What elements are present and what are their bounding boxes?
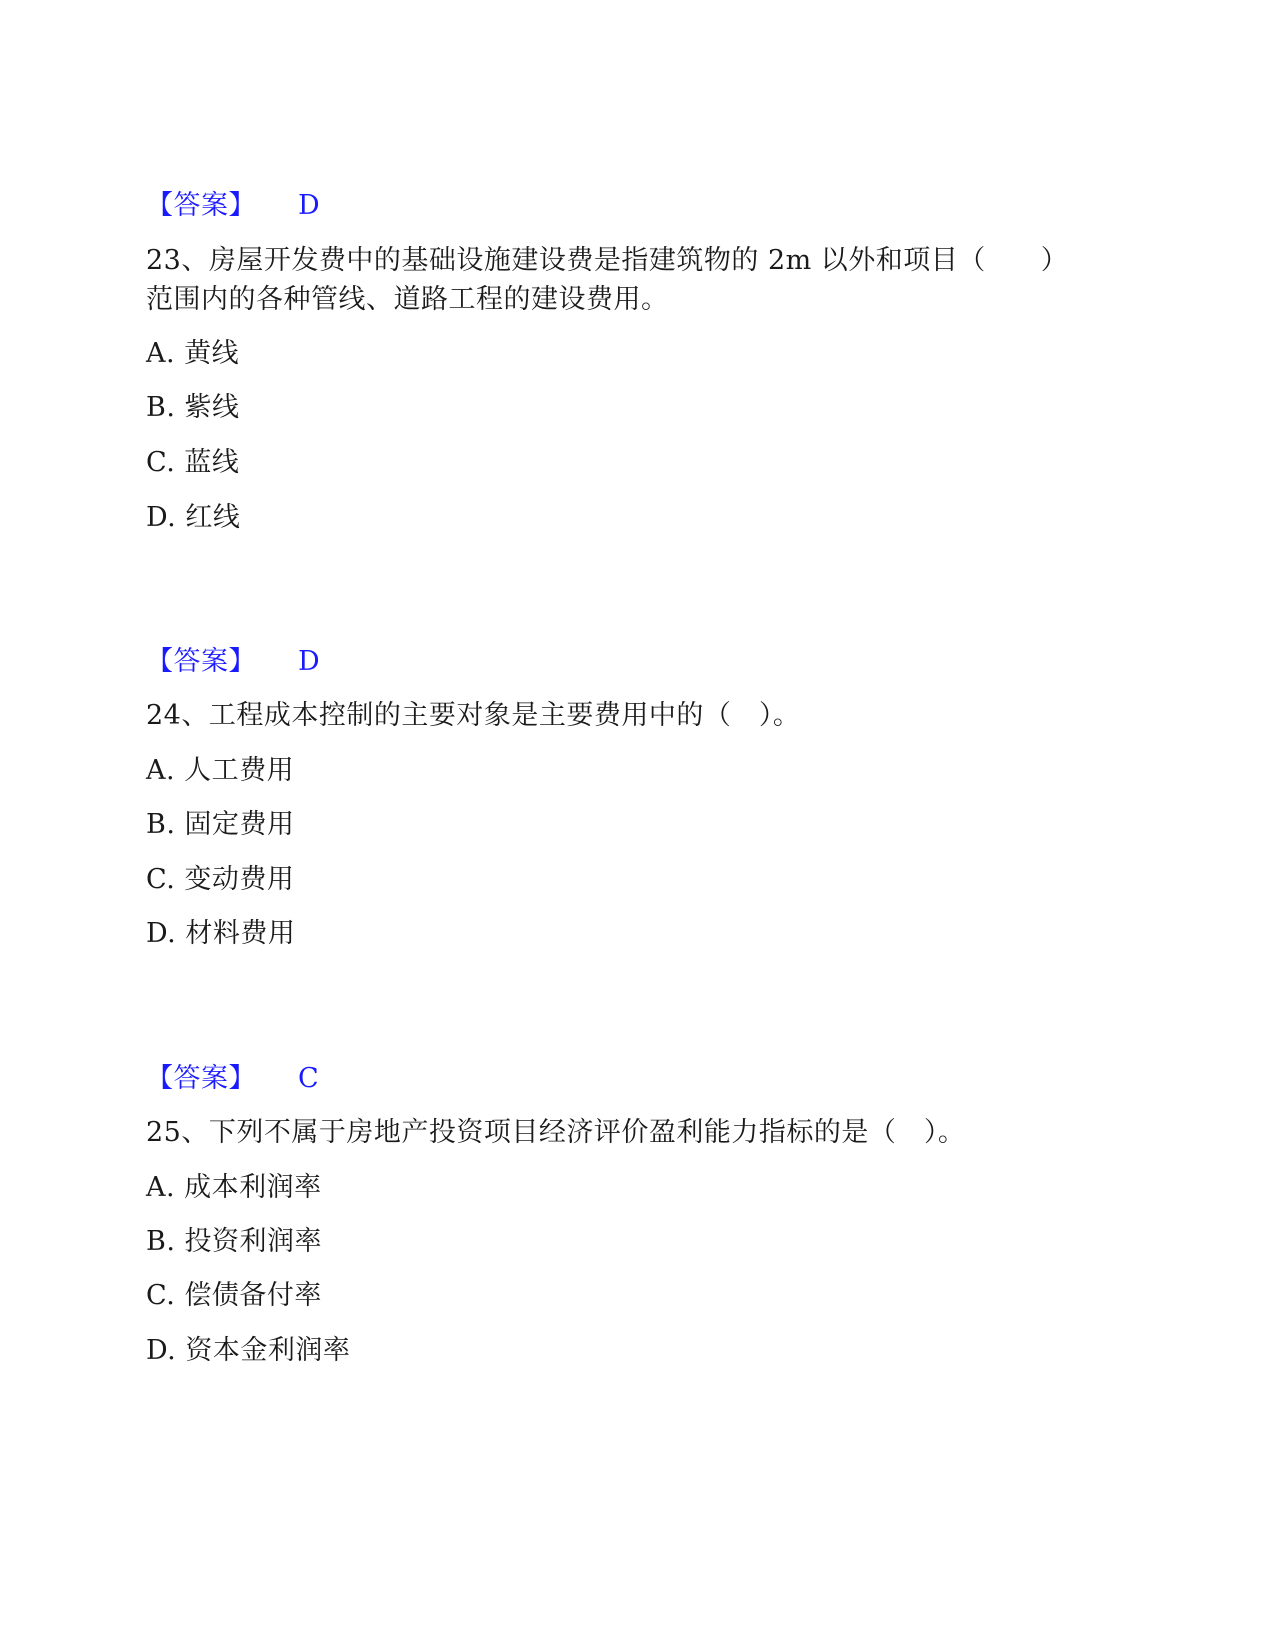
answer-value: D [298, 646, 321, 677]
option-b: B. 固定费用 [146, 809, 295, 840]
answer-value: C [298, 1063, 320, 1094]
question-text: 25、下列不属于房地产投资项目经济评价盈利能力指标的是（ ）。 [146, 1117, 966, 1148]
option-d: D. 资本金利润率 [146, 1335, 351, 1366]
option-d: D. 材料费用 [146, 918, 296, 949]
option-b: B. 紫线 [146, 392, 240, 423]
answer-label: 【答案】 [146, 1063, 256, 1094]
answer-value: D [298, 190, 321, 221]
option-a: A. 人工费用 [146, 755, 295, 786]
option-d: D. 红线 [146, 502, 241, 533]
question-text: 23、房屋开发费中的基础设施建设费是指建筑物的 2m 以外和项目（ ） [146, 245, 1069, 276]
option-c: C. 变动费用 [146, 864, 295, 895]
answer-line [146, 1061, 319, 1097]
answer-line [146, 188, 320, 224]
question-text: 24、工程成本控制的主要对象是主要费用中的（ ）。 [146, 700, 801, 731]
answer-label: 【答案】 [146, 646, 256, 677]
option-a: A. 黄线 [146, 338, 240, 369]
question-text-continued: 范围内的各种管线、道路工程的建设费用。 [146, 284, 669, 315]
option-c: C. 蓝线 [146, 447, 240, 478]
answer-line [146, 644, 320, 680]
option-b: B. 投资利润率 [146, 1226, 323, 1257]
option-a: A. 成本利润率 [146, 1172, 322, 1203]
option-c: C. 偿债备付率 [146, 1280, 322, 1311]
answer-label: 【答案】 [146, 190, 256, 221]
